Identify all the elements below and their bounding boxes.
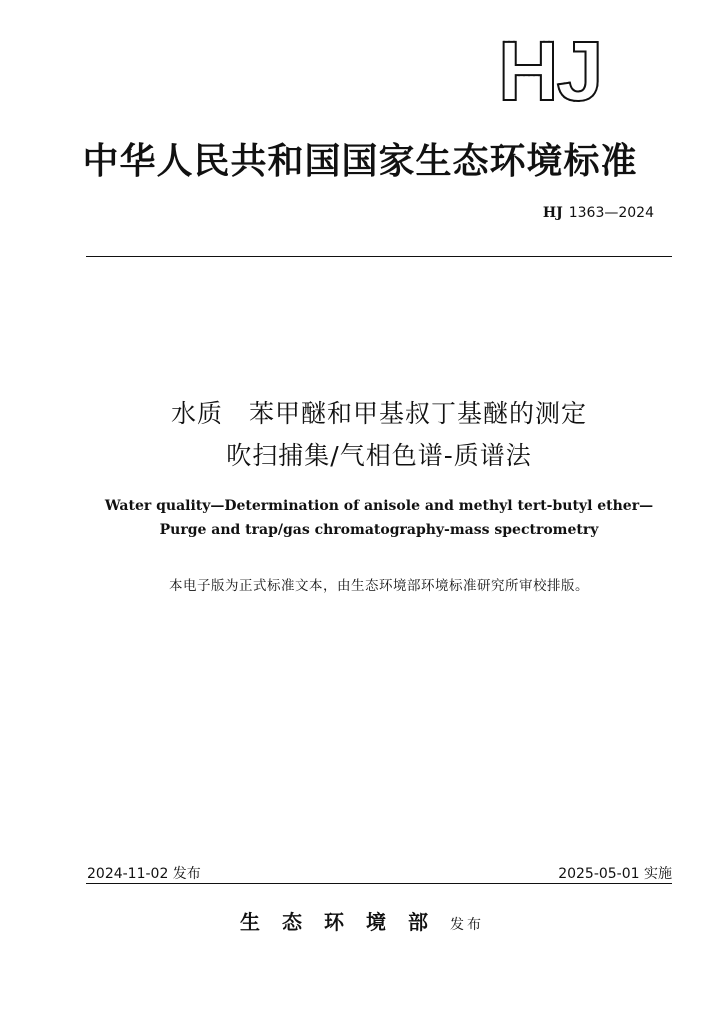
standard-code: 1363—2024 xyxy=(568,205,654,221)
english-title-line2: Purge and trap/gas chromatography-mass spectrometry xyxy=(159,522,599,538)
standard-number xyxy=(543,205,654,221)
org-title xyxy=(0,133,724,184)
english-title-line1: Water quality—Determination of anisole and methyl tert-butyl ether— xyxy=(104,498,654,514)
publisher-name: 生态环境部 xyxy=(240,910,450,934)
bottom-divider xyxy=(86,883,672,884)
edition-note: 本电子版为正式标准文本，由生态环境部环境标准研究所审校排版。 xyxy=(169,578,589,594)
org-title-text: 中华人民共和国国家生态环境标准 xyxy=(82,140,638,182)
hj-logo: HJ xyxy=(498,34,638,108)
implementation-date: 2025-05-01 实施 xyxy=(558,866,672,882)
publisher-suffix: 发布 xyxy=(450,917,484,933)
issue-date: 2024-11-02 发布 xyxy=(87,866,201,882)
standard-prefix: HJ xyxy=(542,205,563,221)
top-divider xyxy=(86,256,672,257)
chinese-title-line2: 吹扫捕集/气相色谱-质谱法 xyxy=(226,441,532,470)
publisher xyxy=(0,906,724,935)
chinese-title-line1: 水质 苯甲醚和甲基叔丁基醚的测定 xyxy=(170,399,587,428)
